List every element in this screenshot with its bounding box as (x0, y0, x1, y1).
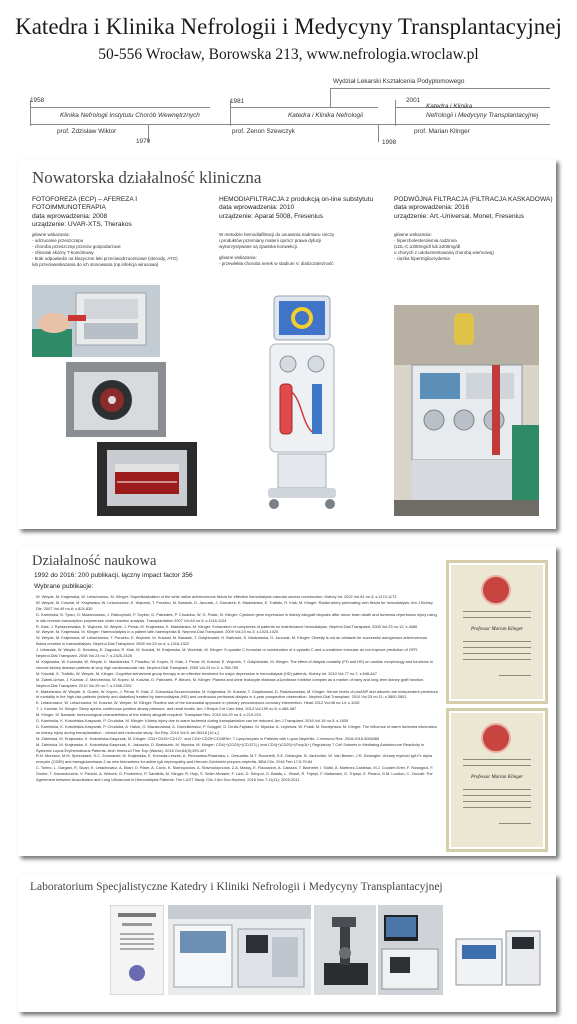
certificate-line (463, 617, 531, 618)
head-2: prof. Zenon Szewczyk (232, 128, 295, 135)
indication-item: - chłoniak skórny T-komórkowy (32, 250, 94, 255)
certificate-line (463, 801, 531, 802)
indication-item: - ciężka hipertriglicerydemia (394, 256, 450, 261)
laboratory-analyzers-photo (168, 905, 311, 995)
clinical-col-2 (219, 196, 389, 221)
certificate-name: Professor Marian Klinger (470, 775, 524, 780)
publication-item: M. Zabińska, M. Krajewska, K. Kościelska-Kasprzak, M. Klinger: CD4+CD25+CD127- and CD4+CD25+CD45RA+ T Lymphocytes in Patients with Lupus Nephritis. J Immunol Res. 2016;2016:3056365 (36, 735, 380, 741)
photopheresis-photo-3 (97, 442, 197, 516)
publication-item: M. Kusztal, E. Trafidło, W. Weyde, M. Klinger: Cognitive-behavioral group therapy is an effective treatment for major depression in hemodialysis (HD) patients. Kidney Int. 2010 Vol.77 no.7; s.646-647 (36, 670, 377, 676)
method-name-1: FOTOFOREZA (ECP) – AFEREZA I FOTOIMMUNOTERAPIA (32, 196, 138, 212)
method-device-1: urządzenie: UVAR-XTS, Therakos (32, 221, 132, 229)
indication-item: u chorych z udokumentowaną chorobą wieńcową) (394, 250, 494, 255)
year-1970: 1970 (136, 138, 151, 145)
timeline-line-1 (30, 107, 210, 108)
flow-cytometer-photo (378, 905, 443, 995)
timeline-line-4 (30, 124, 550, 125)
indications-title-2: główne wskazania: (219, 255, 257, 260)
publication-item: D. Kamińska, K. Kościelska-Kasprzak, P. Chudoba, M. Klinger: Kidney injury due to warm ischemia during transplantation can be reduced. Am.J.Transplant. 2016 Vol.16 no.5; s.1639 (36, 718, 349, 724)
description-line: wykorzystywane są zjawiska konwekcji. (219, 244, 299, 249)
publication-item: M. Zabińska, M. Krajewska, K. Kościelska-Kasprzak, K. Jakuszko, D. Bartoszek, M. Myszka, M. Klinger: CD4(+)CD25(+)CD127(-) and CD4(+)CD25(+)Foxp3(+) Regulatory T Cell Subsets in Mediating Autoimmune Reactivity in Systemic Lupus Erythematosus Patients. Arch Immunol Ther Exp (Warsz). 2016 Oct;64(5):399-407 (36, 741, 425, 753)
description-2 (219, 232, 394, 267)
timeline-tick-2001 (395, 100, 396, 126)
head-1: prof. Zdzisław Wiktor (57, 128, 117, 135)
indication-item: - hipercholesterolemia rodzinna (394, 238, 457, 243)
certificate-line (463, 789, 531, 790)
indications-title-3: główne wskazania: (394, 232, 432, 237)
publication-item: K. Madziarska, W. Weyde, K. Gosek, W. Kopeć, J. Penar, R. Klak, Z. Żukowska-Szczechowska, M. Krajewska, M. Kusztal, T. Gołębiowski, D. Radziszewska, M. Klinger: Serum levels of proANP and albumin are independent predictors of mortality in the high-risk patients (elderly and diabetics) treated by haemodialysis (HD) and continuous peritoneal dialysis in 4-year prospective observation. Nephrol.Dial.Transplant. 2010 Vol.25 no.11; s.3800-3801 (36, 688, 438, 700)
award-certificate-1 (446, 560, 548, 704)
clinical-title: Nowatorska działalność kliniczna (32, 168, 262, 187)
certificate-line (463, 759, 531, 760)
photopheresis-photo-2 (66, 362, 166, 437)
laboratory-title: Laboratorium Specjalistyczne Katedry i Kliniki Nefrologii i Medycyny Transplantacyjnej (30, 881, 443, 893)
page-subtitle: 50-556 Wrocław, Borowska 213, www.nefrologia.wroclaw.pl (98, 46, 479, 63)
indication-item: - przewlekła choroba nerek w stadium V, dializozależność (219, 261, 334, 266)
method-name-2: HEMODIAFILTRACJA z produkcją on-line substytutu (219, 196, 374, 203)
indication-item: (LDL-C ≥300mg/dl lub ≥200mg/dl (394, 244, 461, 249)
publication-item: J. Urbaniak, W. Weyde, D. Smolską, E. Zagocka, R. Klak, M. Kusztal, M. Krajewska, M. Woźniak, M. Klinger: S-cystatin C formulae or combination of s-cystatin C and s-creatinine formulae do not improve prediction of GFR. Nephrol.Dial.Transplant. 2008 Vol.23 no.7; s.2425-2426 (36, 647, 419, 659)
certificate-line (463, 611, 531, 612)
indication-item: - odrzucanie przeszczepu (32, 238, 84, 243)
publication-list (36, 594, 438, 783)
accreditation-certificate-photo (110, 905, 164, 995)
timeline-tick-1998 (378, 124, 379, 142)
method-date-1: data wprowadzenia: 2008 (32, 212, 108, 220)
head-3: prof. Marian Klinger (414, 128, 470, 135)
publication-item: M. Klinger, M. Banasik: Immunological characteristics of the elderly allograft recipient. Transplant Rev. 2015 Vol.29 no.4; s.219-223 (36, 712, 261, 718)
publication-item: R. Klak, J. Rybszczewska, E. Wątorek, W. Weyde, J. Penar, M. Krajewska, K. Madziarska, M. Klinger: Exhaustion of complexes of patients on maintenance hemodialysis. Nephrol.Dial.Transplant. 2008 Vol.23 no.12; s.4086 (36, 623, 418, 629)
research-title: Działalność naukowa (32, 553, 157, 569)
indication-item: lub przeciwwskazania do ich stosowania (np.infekcja wirusowa) (32, 262, 159, 267)
clinical-col-3 (394, 196, 554, 221)
indication-item: - brak odpowiedzi na klasyczne leki przeciwodrzuceniowe (steroidy, ATG) (32, 256, 178, 261)
signature-line (499, 675, 531, 676)
year-1981: 1981 (230, 98, 245, 105)
period-name-3a: Katedra i Klinika (426, 103, 473, 110)
period-name-2: Katedra i Klinika Nefrologii (288, 112, 363, 119)
publication-item: T. J. Kuźniar, M. Klinger: Sleep apnea, continuous positive airway pressure, and renal health. Am J Respir Crit Care Med. 2014 Vol.190 no.5; s.486-487 (36, 706, 297, 712)
certificate-line (463, 765, 531, 766)
publication-item: W. Weyde, M. Krajewska, W. Letachowicz, T. Porażko, E. Wątorek, M. Kusztal, M. Banasik, T. Gołębiowski, H. Bartoszk, K. Madziarska, D. Janczak, M. Klinger: Obesity is not an obstacle for successful autogenous arteriovenous fistula creation in haemodialysis. Nephrol.Dial.Transplant. 2008 Vol.23 no.4; s.1318-1322 (36, 635, 427, 647)
publication-item: M. Żabek-Urban, J. Kuźniar, Z. Marchewka, W. Kopeć, M. Kusztal, D. Patrzałek, P. Biecek, M. Klinger: Plasma and urine leukocyte elastase-α1protease inhibitor complex as a marker of early and long-term kidney graft function. Nephrol.Dial.Transplant. 2010 Vol.25 no.7; s.2346-2351 (36, 676, 425, 688)
analyzer-device-photo (450, 905, 545, 995)
description-line: i produktów przemiany materii oprócz prawa dyfuzji (219, 238, 322, 243)
publication-item: D. Kamińska, B. Tyran, O. Mazanowska, J. Rabczyński, P. Szyber, D. Patrzałek, P. Chudoba, W. G. Polak, M. Klinger: Cytokine gene expression in kidney allograft biopsies after donor brain death and ischemia-reperfusion injury using in situ reverse-transcription polymerase chain reaction analysis. Transplantation 2007 Vol.84 no.9; s.1118-1124 (36, 611, 437, 623)
clinical-col-1 (32, 196, 210, 230)
publication-item: M. Krajewska, W. Kosmala, W. Weyde, K. Madziarska, T. Porażko, W. Kopeć, R. Klak, J. Penar, M. Kusztal, E. Wątorek, T. Gołębiowski, M. Klinger: The effect of dialysis modality (FD and HD) on cardiac morphology and functions in chronic kidney disease patients at very high cardiovascular risk. Nephrol.Dial.Transplant. 2008 Vol.23 no.2; s.768-769 (36, 658, 433, 670)
publication-item: C. Torino, L. Gargani, R. Sicari, K. Letachowicz, A. Ekart, D. Fliser, A. Covic, K. Siamopoulos, A. Stavroulopoulos, Z.A. Massy, E. Fiaccadori, A. Caiazza, T. Bachelet, I. Slotki, A. Martinez-Castelao, M.J. Coudert-Krier, F. Rossignol, F. Gueler, T. Hannedouche, V. Panichi, A. Wiecek, G. Pontoriero, P. Sarafidis, M. Klinger, R. Hojs, S. Seiler-Mussler, F. Lizzi, D. Siriopol, O. Balafa, L. Shavit, R. Tripepi, F. Mallamaci, G. Tripepi, E. Picano, G.M. London, C. Zoccali: The Agreement between Auscultation and Lung Ultrasound in Hemodialysis Patients: The LUST Study. Clin J Am Soc Nephrol. 2016 Nov 7;11(11): 2005-2011 (36, 765, 434, 783)
seal-icon (481, 575, 511, 605)
indications-1 (32, 232, 222, 268)
page-title: Katedra i Klinika Nefrologii i Medycyny Transplantacyjnej (15, 14, 562, 39)
certificate-line (463, 647, 531, 648)
research-summary: 1992 do 2016: 200 publikacji, łączny impact factor 356 (34, 572, 193, 579)
method-device-3: urządzenie: Art.-Universal, Monet, Fresenius (394, 212, 525, 220)
indications-3 (394, 232, 554, 262)
description-line: W metodzie hemodiafiltracji do usuwania nadmiaru cieczy (219, 232, 335, 237)
method-date-3: data wprowadzenia: 2016 (394, 204, 470, 212)
photopheresis-photo-1 (32, 285, 160, 357)
method-device-2: urządzenie: Aparat 5008, Fresenius (219, 212, 324, 220)
certificate-line (463, 795, 531, 796)
seal-icon (481, 723, 511, 753)
signature-line (499, 823, 531, 824)
publication-item: W. Weyde, M. Krajewska, M. Klinger: Haemodialysis in a patient with haemophilia B. Nephrol.Dial.Transplant. 2009 Vol.24 no.3; s.1024-1025 (36, 629, 279, 635)
publication-item: W. Weyde, M. Kusztal, M. Krajewska, W. Letachowicz, E. Wątorek, T. Porażko, M. Banasik, D. Janczak, J. Garcarek, K. Madziarska, E. Trafidło, R. Klak, M. Klinger: Radial artery perforating vein fistula for hemodialysis. Am.J.Kidney Dis. 2007 Vol.49 no.6; s.824-830 (36, 599, 433, 611)
year-1998: 1998 (382, 139, 397, 146)
publication-item: K. Letachowicz, W. Letachowicz, M. Kusztal, W. Weyde, M. Klinger: Routine use of the transradial approach in primary percutaneous coronary intervention. Heart 2012 Vol.98 no.14; s.1106 (36, 700, 360, 706)
certificate-line (463, 807, 531, 808)
award-certificate-2 (446, 708, 548, 852)
double-filtration-photo (394, 305, 539, 516)
publication-item: D. Kamińska, K. Kościelska-Kasprzak, P. Chudoba, A. Hałoń, O. Mazanowska, A. Gomułkiewicz, P. Dzięgiel, D. Drulis-Fajdasz, M. Myszka, A. Lepiesza, W. Polak, M. Boratyńska, M. Klinger: The influence of warm ischemia elimination on kidney injury during transplantation - clinical and molecular study. Sci.Rep. 2016 Vol.6; art.36118 [10 s.] (36, 723, 437, 735)
year-1958: 1958 (30, 97, 45, 104)
timeline-line-2 (230, 107, 378, 108)
indications-title-1: główne wskazania: (32, 232, 70, 237)
certificate-line (463, 641, 531, 642)
period-name-3b: Nefrologii i Medycyny Transplantacyjnej (426, 112, 539, 119)
indication-item: - choroba przeszczep przeciw gospodarzowi (32, 244, 121, 249)
certificate-line (463, 653, 531, 654)
publication-item: W. Weyde, M. Krajewska, W. Letachowicz, M. Klinger: Superficialization of the wrist native arteriovenous fistula for effective hemodialysis vascular access construction. Kidney Int. 2002 Vol.61 no.3; s.1170-1173 (36, 594, 397, 599)
hemodiafiltration-machine-photo (252, 292, 352, 514)
timeline-tick-faculty (330, 88, 331, 108)
timeline-line-3 (395, 107, 550, 108)
timeline-line-faculty (330, 88, 550, 89)
method-name-3: PODWÓJNA FILTRACJA (FILTRACJA KASKADOWA) (394, 196, 553, 203)
method-date-2: data wprowadzenia: 2010 (219, 204, 295, 212)
certificate-line (463, 659, 531, 660)
year-2001: 2001 (406, 97, 421, 104)
period-name-1: Klinika Nefrologii Instytutu Chorób Wewnętrznych (60, 112, 200, 119)
publication-item: R.N. Moresco, M.M. Speeckaert, S.C. Zmonarski, M. Krajewska, E. Komuda-Leszek, A. Perkowska-Ptasinska, L. Gesualdo, M.T. Rocchetti, S.E. Delanghe, B. Vanholder, W. Van Biesen, J.R. Delanghe: Urinary myeloid IgA Fc alpha receptor (CD89) and transglutaminase-2 as new biomarkers for active IgA nephropathy and Henoch-Schönlein purpura nephritis. BBA Clin. 2016 Feb 17;5:79-84 (36, 753, 433, 765)
selected-publications-label: Wybrane publikacje: (34, 583, 94, 590)
faculty-name: Wydział Lekarski Kształcenia Podyplomowego (333, 78, 465, 85)
certificate-name: Professor Marian Klinger (470, 627, 524, 632)
microscope-photo (314, 905, 376, 995)
